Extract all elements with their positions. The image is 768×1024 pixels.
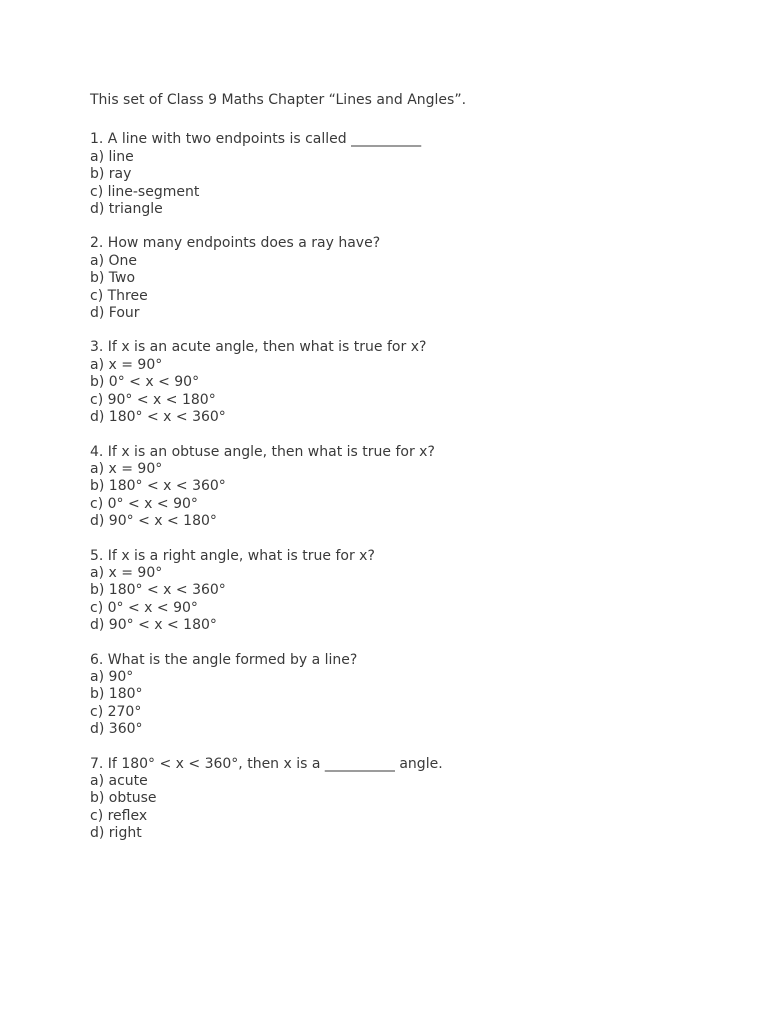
question-text: 4. If x is an obtuse angle, then what is true for x? bbox=[90, 443, 435, 460]
option-b: b) 180° < x < 360° bbox=[90, 582, 226, 599]
option-d: d) triangle bbox=[90, 201, 163, 218]
document-body bbox=[90, 92, 710, 860]
option-d: d) right bbox=[90, 825, 142, 842]
question-7 bbox=[90, 756, 710, 843]
option-d: d) Four bbox=[90, 305, 140, 322]
question-6 bbox=[90, 652, 710, 739]
option-b: b) 180° < x < 360° bbox=[90, 478, 226, 495]
option-c: c) 0° < x < 90° bbox=[90, 495, 198, 512]
option-a: a) One bbox=[90, 252, 137, 269]
question-4 bbox=[90, 444, 710, 531]
option-c: c) reflex bbox=[90, 807, 148, 824]
question-text: 3. If x is an acute angle, then what is true for x? bbox=[90, 339, 427, 356]
option-c: c) 270° bbox=[90, 703, 142, 720]
question-text: 7. If 180° < x < 360°, then x is a __________ angle. bbox=[90, 755, 443, 772]
question-text: 5. If x is a right angle, what is true for x? bbox=[90, 547, 375, 564]
option-b: b) obtuse bbox=[90, 790, 157, 807]
option-c: c) 90° < x < 180° bbox=[90, 391, 216, 408]
option-a: a) 90° bbox=[90, 668, 134, 685]
question-text: 2. How many endpoints does a ray have? bbox=[90, 235, 381, 252]
option-d: d) 360° bbox=[90, 721, 143, 738]
question-5 bbox=[90, 548, 710, 635]
option-d: d) 180° < x < 360° bbox=[90, 409, 226, 426]
option-b: b) Two bbox=[90, 270, 136, 287]
option-b: b) 180° bbox=[90, 686, 143, 703]
option-c: c) Three bbox=[90, 287, 148, 304]
option-d: d) 90° < x < 180° bbox=[90, 513, 217, 530]
question-text: 6. What is the angle formed by a line? bbox=[90, 651, 358, 668]
option-a: a) x = 90° bbox=[90, 356, 163, 373]
option-a: a) acute bbox=[90, 773, 148, 789]
option-b: b) 0° < x < 90° bbox=[90, 374, 200, 391]
intro-text: This set of Class 9 Maths Chapter “Lines and Angles”. bbox=[90, 92, 467, 108]
option-d: d) 90° < x < 180° bbox=[90, 617, 217, 634]
option-a: a) x = 90° bbox=[90, 460, 163, 477]
option-b: b) ray bbox=[90, 166, 132, 183]
option-a: a) x = 90° bbox=[90, 564, 163, 581]
question-1 bbox=[90, 131, 710, 218]
question-2 bbox=[90, 235, 710, 322]
option-c: c) 0° < x < 90° bbox=[90, 599, 198, 616]
question-text: 1. A line with two endpoints is called __________ bbox=[90, 131, 422, 148]
option-a: a) line bbox=[90, 148, 134, 165]
question-3 bbox=[90, 339, 710, 426]
option-c: c) line-segment bbox=[90, 183, 200, 200]
